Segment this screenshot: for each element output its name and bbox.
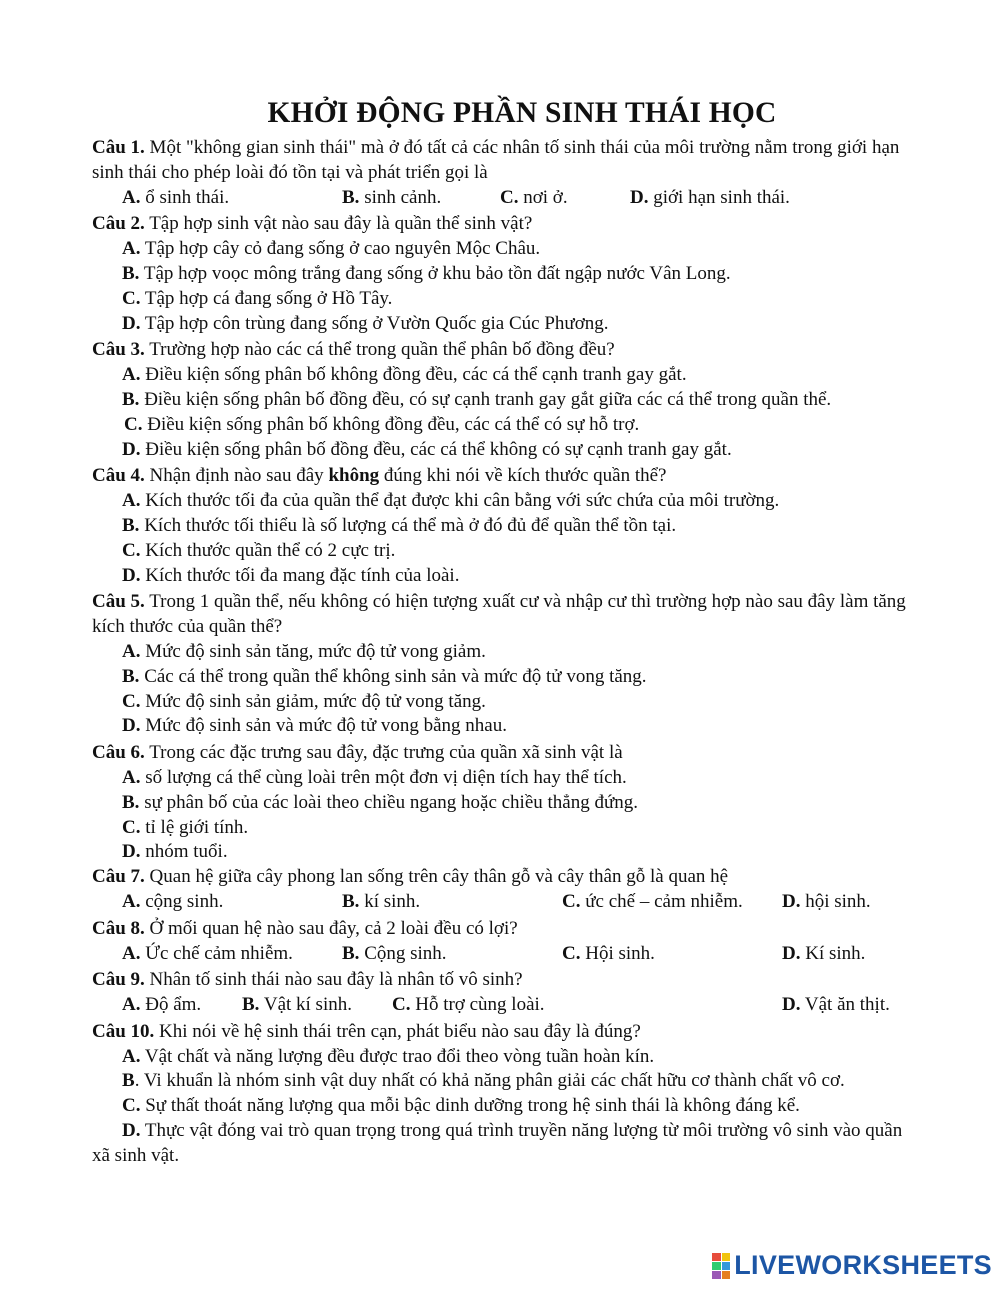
option-text: Kích thước tối đa của quần thể đạt được khi cân bằng với sức chứa của môi trường. — [140, 490, 780, 512]
option-label: B. — [122, 791, 140, 813]
question-stem — [92, 338, 922, 363]
option-label: A. — [122, 1045, 141, 1067]
question-6 — [92, 741, 922, 865]
worksheet — [92, 96, 922, 1169]
question-stem — [92, 917, 922, 942]
question-number: Câu 7. — [92, 866, 145, 888]
option-c[interactable] — [92, 816, 922, 841]
option-label: D. — [122, 438, 141, 460]
option-label: D. — [122, 1120, 141, 1142]
option-label: B. — [122, 665, 140, 687]
option-label: A. — [122, 490, 141, 512]
question-text: Khi nói về hệ sinh thái trên cạn, phát biểu nào sau đây là đúng? — [154, 1020, 641, 1042]
option-b[interactable] — [92, 388, 922, 413]
option-text: Hỗ trợ cùng loài. — [410, 994, 545, 1016]
option-b[interactable] — [342, 942, 447, 967]
option-label: B. — [122, 514, 140, 536]
question-4 — [92, 464, 922, 588]
question-stem — [92, 968, 922, 993]
option-text: Kích thước tối đa mang đặc tính của loài. — [140, 564, 460, 586]
question-stem — [92, 865, 922, 890]
option-a[interactable] — [92, 1045, 922, 1070]
option-label: D. — [630, 186, 649, 208]
question-10 — [92, 1020, 922, 1169]
option-label: C. — [122, 539, 141, 561]
option-label: C. — [122, 816, 141, 838]
question-text: Ở mối quan hệ nào sau đây, cả 2 loài đều có lợi? — [144, 917, 518, 939]
option-label: C. — [562, 890, 581, 912]
option-a[interactable] — [122, 993, 201, 1018]
option-text: Kích thước tối thiểu là số lượng cá thể mà ở đó đủ để quần thể tồn tại. — [139, 514, 677, 536]
option-label: C. — [500, 186, 519, 208]
option-text: Tập hợp côn trùng đang sống ở Vườn Quốc gia Cúc Phương. — [140, 312, 609, 334]
option-label: D. — [122, 564, 141, 586]
question-stem — [92, 464, 922, 489]
option-a[interactable] — [92, 489, 922, 514]
option-c[interactable] — [92, 287, 922, 312]
option-text: Mức độ sinh sản và mức độ tử vong bằng nhau. — [140, 715, 507, 737]
option-label: B. — [242, 994, 260, 1016]
logo-mark-cell — [722, 1262, 731, 1270]
option-a[interactable] — [92, 640, 922, 665]
option-text: sự phân bố của các loài theo chiều ngang hoặc chiều thẳng đứng. — [139, 791, 639, 813]
option-label: D. — [782, 942, 801, 964]
option-c[interactable] — [92, 1094, 922, 1119]
options-row — [92, 942, 922, 967]
question-8 — [92, 917, 922, 967]
question-number: Câu 5. — [92, 591, 145, 613]
option-d[interactable] — [782, 993, 890, 1018]
question-stem — [92, 136, 922, 186]
logo-mark-cell — [712, 1262, 721, 1270]
option-text: Vật kí sinh. — [259, 994, 352, 1016]
option-a[interactable] — [92, 237, 922, 262]
option-label: A. — [122, 890, 141, 912]
question-9 — [92, 968, 922, 1018]
option-label: D. — [122, 312, 141, 334]
option-a[interactable] — [122, 942, 293, 967]
option-b[interactable] — [92, 262, 922, 287]
option-text: Thực vật đóng vai trò quan trọng trong quá trình truyền năng lượng từ môi trường vô sinh vào quần xã sinh vật. — [92, 1120, 903, 1166]
logo-mark-cell — [712, 1253, 721, 1261]
option-c[interactable] — [562, 942, 655, 967]
option-d[interactable] — [92, 840, 922, 865]
option-text: . Vi khuẩn là nhóm sinh vật duy nhất có khả năng phân giải các chất hữu cơ thành chất vô cơ. — [134, 1070, 845, 1092]
option-text: ức chế – cảm nhiễm. — [580, 890, 743, 912]
question-1 — [92, 136, 922, 210]
question-3 — [92, 338, 922, 462]
question-2 — [92, 212, 922, 336]
option-d[interactable] — [92, 714, 922, 739]
question-text: đúng khi nói về kích thước quần thể? — [379, 465, 667, 487]
question-text-emphasis: không — [328, 465, 380, 487]
option-b[interactable] — [342, 890, 420, 915]
option-label: D. — [782, 890, 801, 912]
option-d[interactable] — [92, 1119, 922, 1169]
option-label: B. — [342, 942, 360, 964]
options-row — [92, 993, 922, 1018]
question-number: Câu 8. — [92, 917, 145, 939]
question-number: Câu 9. — [92, 969, 145, 991]
question-stem — [92, 590, 922, 640]
option-text: Điều kiện sống phân bố đồng đều, các cá thể không có sự cạnh tranh gay gắt. — [140, 438, 732, 460]
option-text: Điều kiện sống phân bố đồng đều, có sự cạnh tranh gay gắt giữa các cá thể trong quần thể. — [139, 388, 832, 410]
option-text: Vật chất và năng lượng đều được trao đổi theo vòng tuần hoàn kín. — [140, 1045, 655, 1067]
option-text: cộng sinh. — [140, 890, 224, 912]
option-c[interactable] — [562, 890, 743, 915]
option-label: C. — [562, 942, 581, 964]
option-text: Điều kiện sống phân bố không đồng đều, các cá thể có sự hỗ trợ. — [142, 413, 640, 435]
option-c[interactable] — [92, 539, 922, 564]
question-number: Câu 4. — [92, 465, 145, 487]
option-label: A. — [122, 942, 141, 964]
question-text: Trong 1 quần thể, nếu không có hiện tượng xuất cư và nhập cư thì trường hợp nào sau đây làm tăng kích thước của quần thể? — [92, 591, 906, 638]
question-text: Tập hợp sinh vật nào sau đây là quần thể sinh vật? — [144, 213, 533, 235]
options-row — [92, 186, 922, 211]
logo-mark-cell — [722, 1253, 731, 1261]
option-label: D. — [122, 841, 141, 863]
option-a[interactable] — [92, 766, 922, 791]
logo-mark-cell — [712, 1271, 721, 1279]
option-label: A. — [122, 364, 141, 386]
question-stem — [92, 741, 922, 766]
option-text: Mức độ sinh sản tăng, mức độ tử vong giảm. — [140, 640, 486, 662]
option-text: Các cá thể trong quần thể không sinh sản và mức độ tử vong tăng. — [139, 665, 647, 687]
option-a[interactable] — [122, 890, 223, 915]
option-b[interactable] — [92, 514, 922, 539]
question-text: Nhân tố sinh thái nào sau đây là nhân tố vô sinh? — [144, 969, 523, 991]
option-label: C. — [392, 994, 411, 1016]
option-text: Tập hợp cây cỏ đang sống ở cao nguyên Mộc Châu. — [140, 238, 541, 260]
option-a[interactable] — [122, 186, 229, 211]
option-a[interactable] — [92, 363, 922, 388]
option-label: C. — [122, 287, 141, 309]
option-d[interactable] — [92, 564, 922, 589]
option-text: Kích thước quần thể có 2 cực trị. — [140, 539, 396, 561]
logo-mark-cell — [722, 1271, 731, 1279]
option-text: Độ ẩm. — [140, 994, 202, 1016]
option-label: C. — [122, 1095, 141, 1117]
question-5 — [92, 590, 922, 739]
option-b[interactable] — [92, 1069, 922, 1094]
option-d[interactable] — [782, 942, 865, 967]
option-label: D. — [782, 994, 801, 1016]
question-text: Quan hệ giữa cây phong lan sống trên cây thân gỗ và cây thân gỗ là quan hệ — [144, 866, 729, 888]
option-label: A. — [122, 640, 141, 662]
question-number: Câu 2. — [92, 213, 145, 235]
option-b[interactable] — [342, 186, 441, 211]
option-label: A. — [122, 994, 141, 1016]
option-label: C. — [122, 690, 141, 712]
option-label: C. — [124, 413, 143, 435]
option-label: D. — [122, 715, 141, 737]
question-stem — [92, 1020, 922, 1045]
option-text: kí sinh. — [359, 890, 421, 912]
option-text: Cộng sinh. — [359, 942, 447, 964]
option-d[interactable] — [630, 186, 790, 211]
logo-mark-icon — [712, 1253, 730, 1279]
option-c[interactable] — [92, 413, 922, 438]
option-b[interactable] — [242, 993, 352, 1018]
option-b[interactable] — [92, 791, 922, 816]
option-text: Ức chế cảm nhiễm. — [140, 942, 293, 964]
option-label: B — [122, 1070, 135, 1092]
question-number: Câu 3. — [92, 339, 145, 361]
option-text: Kí sinh. — [800, 942, 866, 964]
option-text: Sự thất thoát năng lượng qua mỗi bậc dinh dưỡng trong hệ sinh thái là không đáng kể. — [140, 1095, 800, 1117]
option-text: Điều kiện sống phân bố không đồng đều, các cá thể cạnh tranh gay gắt. — [140, 364, 687, 386]
question-number: Câu 10. — [92, 1020, 155, 1042]
option-d[interactable] — [92, 438, 922, 463]
question-number: Câu 1. — [92, 137, 145, 158]
liveworksheets-logo — [712, 1250, 992, 1281]
option-text: giới hạn sinh thái. — [648, 186, 790, 208]
option-c[interactable] — [500, 186, 568, 211]
option-text: nhóm tuổi. — [140, 841, 228, 863]
option-label: B. — [122, 262, 140, 284]
option-text: số lượng cá thể cùng loài trên một đơn vị diện tích hay thể tích. — [140, 766, 627, 788]
question-stem — [92, 212, 922, 237]
page-title: KHỞI ĐỘNG PHẦN SINH THÁI HỌC — [267, 97, 777, 129]
question-text: Một "không gian sinh thái" mà ở đó tất cả các nhân tố sinh thái của môi trường nằm trong giới hạn sinh thái cho phép loài đó tồn tại và phát triển gọi là — [92, 137, 900, 183]
question-text: Nhận định nào sau đây — [144, 465, 329, 487]
option-d[interactable] — [92, 312, 922, 337]
option-b[interactable] — [92, 665, 922, 690]
option-text: ổ sinh thái. — [140, 186, 230, 208]
option-label: A. — [122, 186, 141, 208]
option-text: Hội sinh. — [580, 942, 655, 964]
option-text: Vật ăn thịt. — [800, 994, 890, 1016]
option-label: B. — [122, 388, 140, 410]
option-text: tỉ lệ giới tính. — [140, 816, 249, 838]
option-text: Mức độ sinh sản giảm, mức độ tử vong tăng. — [140, 690, 486, 712]
option-text: nơi ở. — [518, 186, 568, 208]
question-number: Câu 6. — [92, 742, 145, 764]
option-c[interactable] — [392, 993, 545, 1018]
option-c[interactable] — [92, 690, 922, 715]
options-row — [92, 890, 922, 915]
question-text: Trường hợp nào các cá thể trong quần thể phân bố đồng đều? — [144, 339, 615, 361]
option-text: Tập hợp voọc mông trắng đang sống ở khu bảo tồn đất ngập nước Vân Long. — [139, 262, 731, 284]
option-text: Tập hợp cá đang sống ở Hồ Tây. — [140, 287, 393, 309]
option-label: A. — [122, 766, 141, 788]
option-label: A. — [122, 238, 141, 260]
option-text: hội sinh. — [800, 890, 871, 912]
option-d[interactable] — [782, 890, 871, 915]
option-text: sinh cảnh. — [359, 186, 442, 208]
option-label: B. — [342, 890, 360, 912]
logo-text: LIVEWORKSHEETS — [734, 1250, 992, 1280]
question-7 — [92, 865, 922, 915]
option-label: B. — [342, 186, 360, 208]
question-text: Trong các đặc trưng sau đây, đặc trưng của quần xã sinh vật là — [144, 742, 623, 764]
